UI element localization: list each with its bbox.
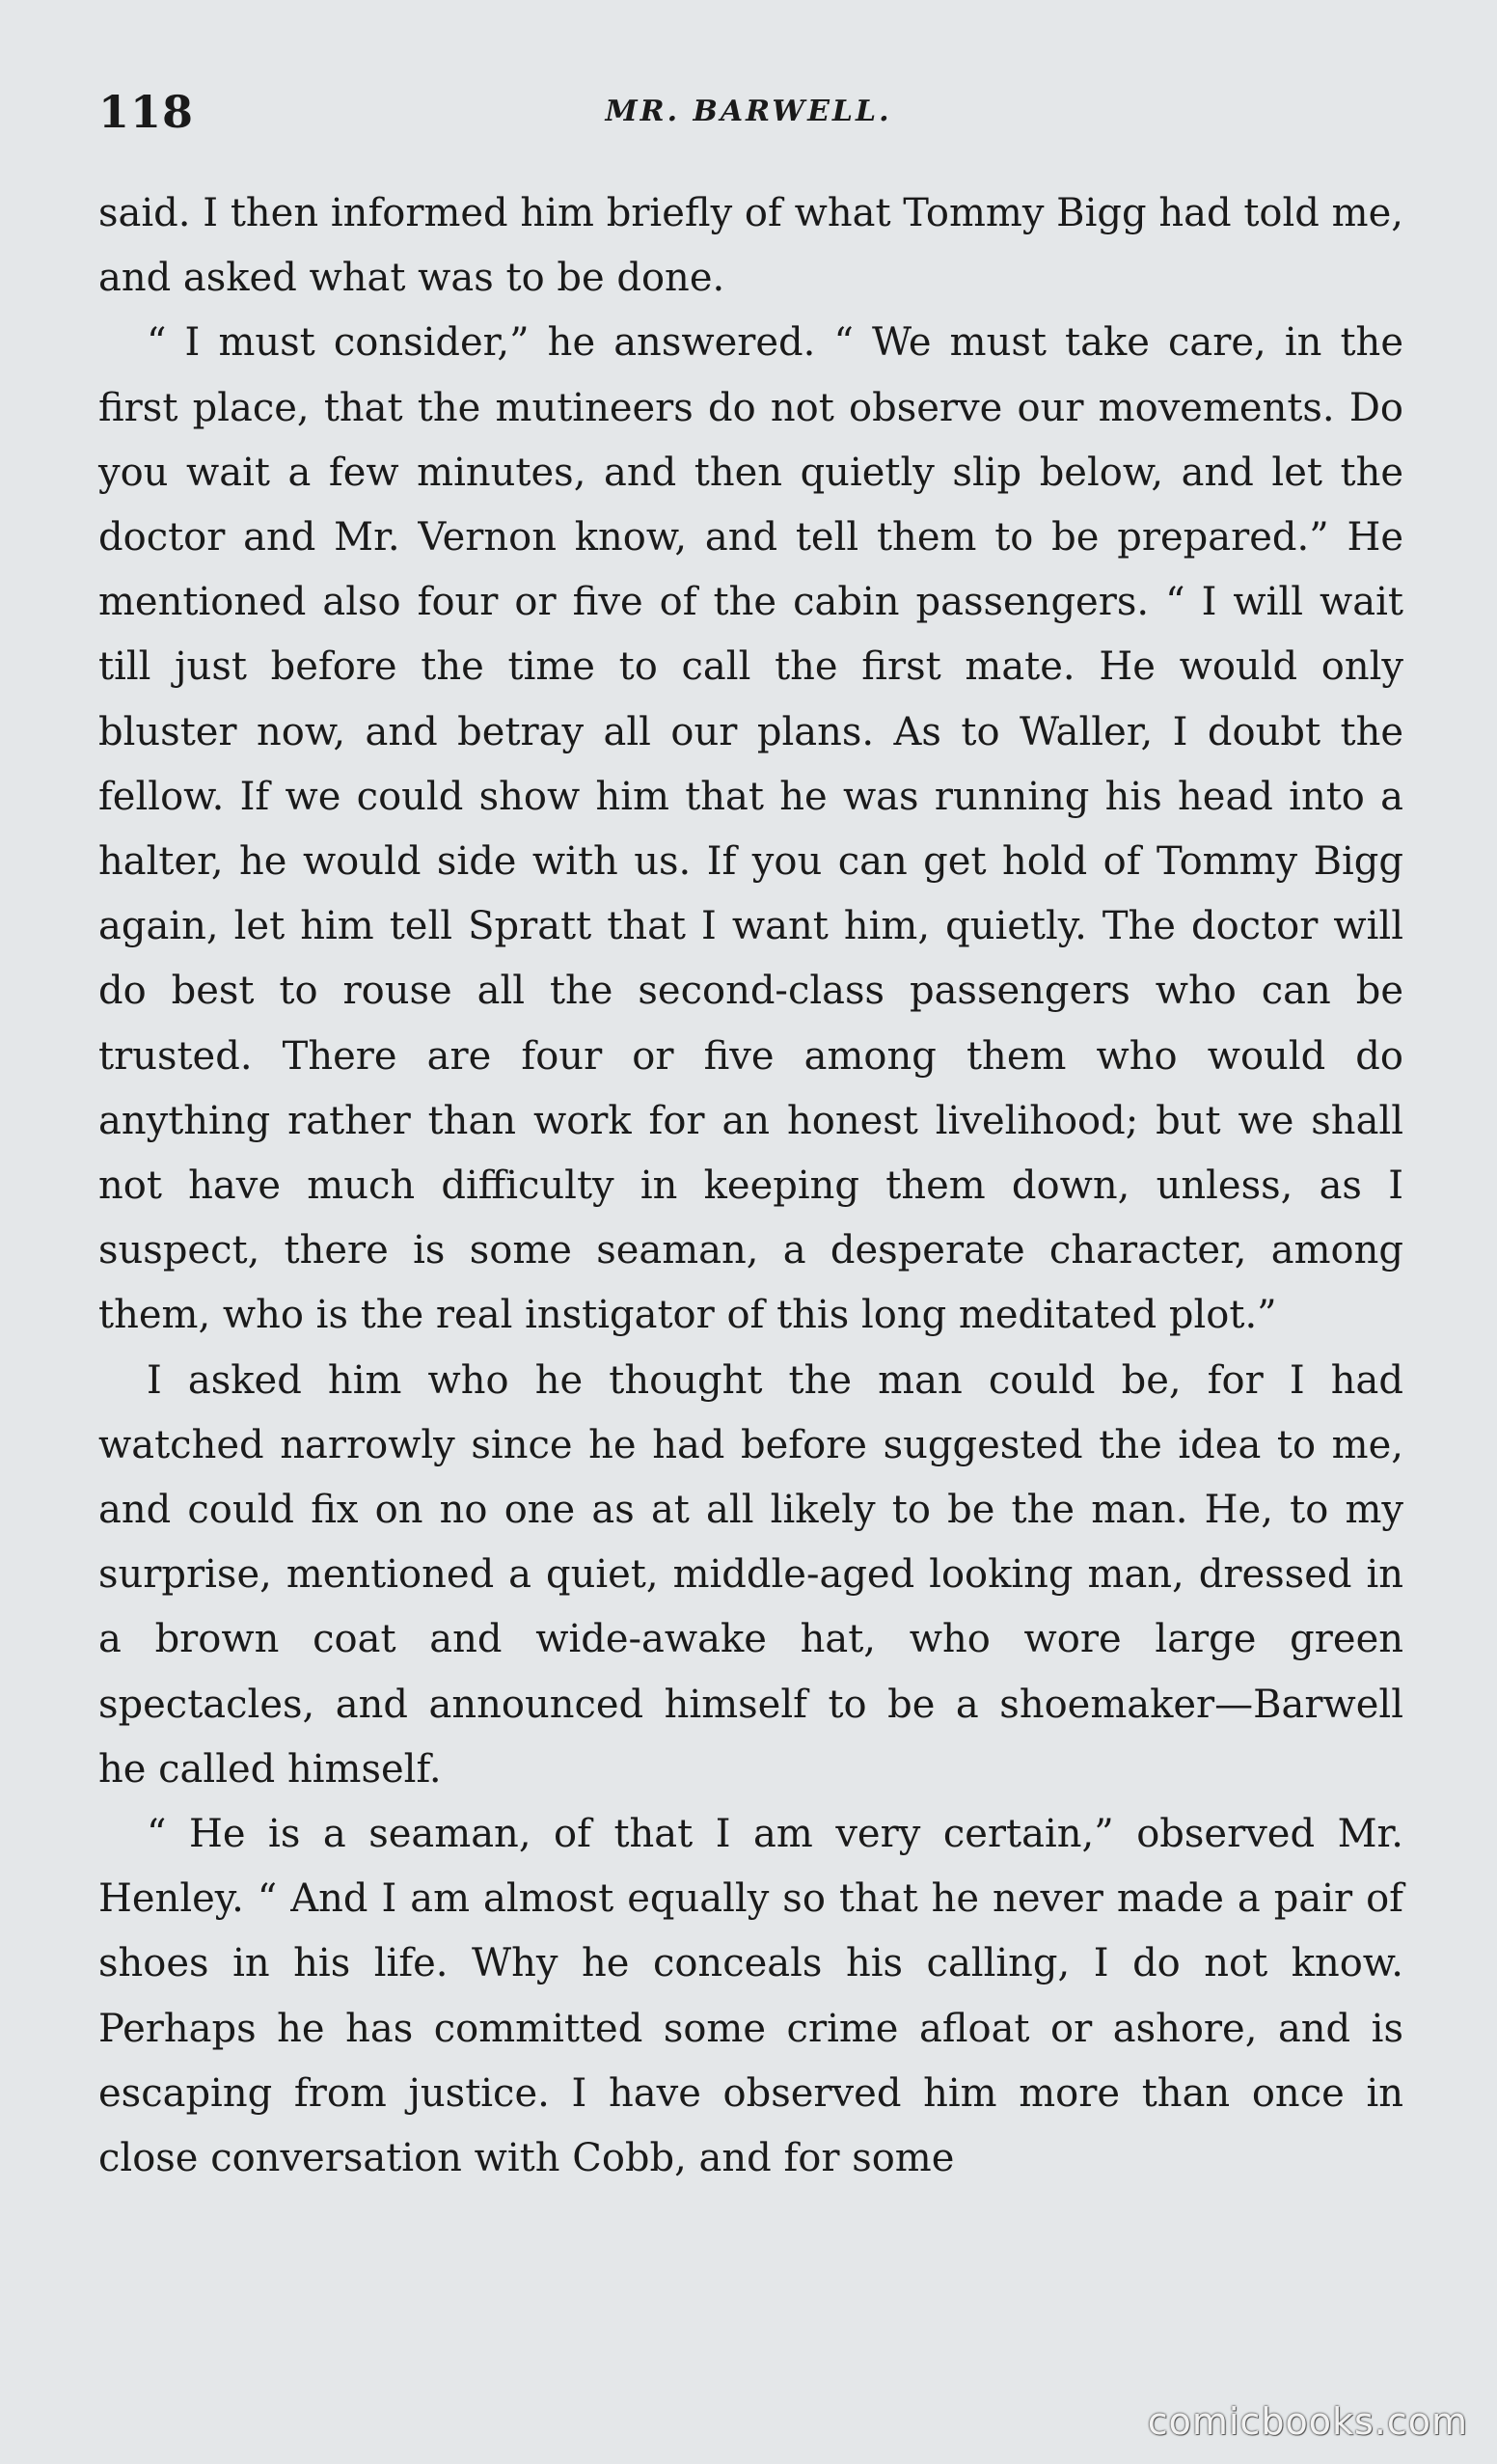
paragraph-3: I asked him who he thought the man could be, for I had watched narrowly since he had before suggested the idea to me, and could fix on no one as at all likely to be the man. He, to my surprise, mentioned a quiet, middle-aged looking man, dressed in a brown coat and wide-awake hat, who wore large green spectacles, and announced himself to be a shoemaker—Barwell he called himself. bbox=[98, 1357, 1403, 1792]
running-head: MR. BARWELL. bbox=[605, 95, 892, 128]
paragraph-2: “ I must consider,” he answered. “ We must take care, in the first place, that the mutineers do not observe our movements. Do you wait a few minutes, and then quietly slip below, and let the doctor and Mr. Vernon know, and tell them to be prepared.” He mentioned also four or five of the cabin passengers. “ I will wait till just before the time to call the first mate. He would only bluster now, and betray all our plans. As to Waller, I doubt the fellow. If we could show him that he was running his head into a halter, he would side with us. If you can get hold of Tommy Bigg again, let him tell Spratt that I want him, quietly. The doctor will do best to rouse all the second-class passengers who can be trusted. There are four or five among them who would do anything rather than work for an honest livelihood; but we shall not have much difficulty in keeping them down, unless, as I suspect, there is some seaman, a desperate character, among them, who is the real instigator of this long meditated plot.” bbox=[98, 320, 1403, 1338]
body-text bbox=[98, 181, 1403, 2191]
page-number: 118 bbox=[98, 86, 195, 138]
paragraph-4: “ He is a seaman, of that I am very certain,” observed Mr. Henley. “ And I am almost equally so that he never made a pair of shoes in his life. Why he conceals his calling, I do not know. Perhaps he has committed some crime afloat or ashore, and is escaping from justice. I have observed him more than once in close conversation with Cobb, and for some bbox=[98, 1812, 1403, 2181]
paragraph-1: said. I then informed him briefly of what Tommy Bigg had told me, and asked what was to be done. bbox=[98, 191, 1403, 301]
page-header bbox=[98, 85, 1399, 139]
watermark-logo: comicbooks.com bbox=[1147, 2400, 1468, 2443]
